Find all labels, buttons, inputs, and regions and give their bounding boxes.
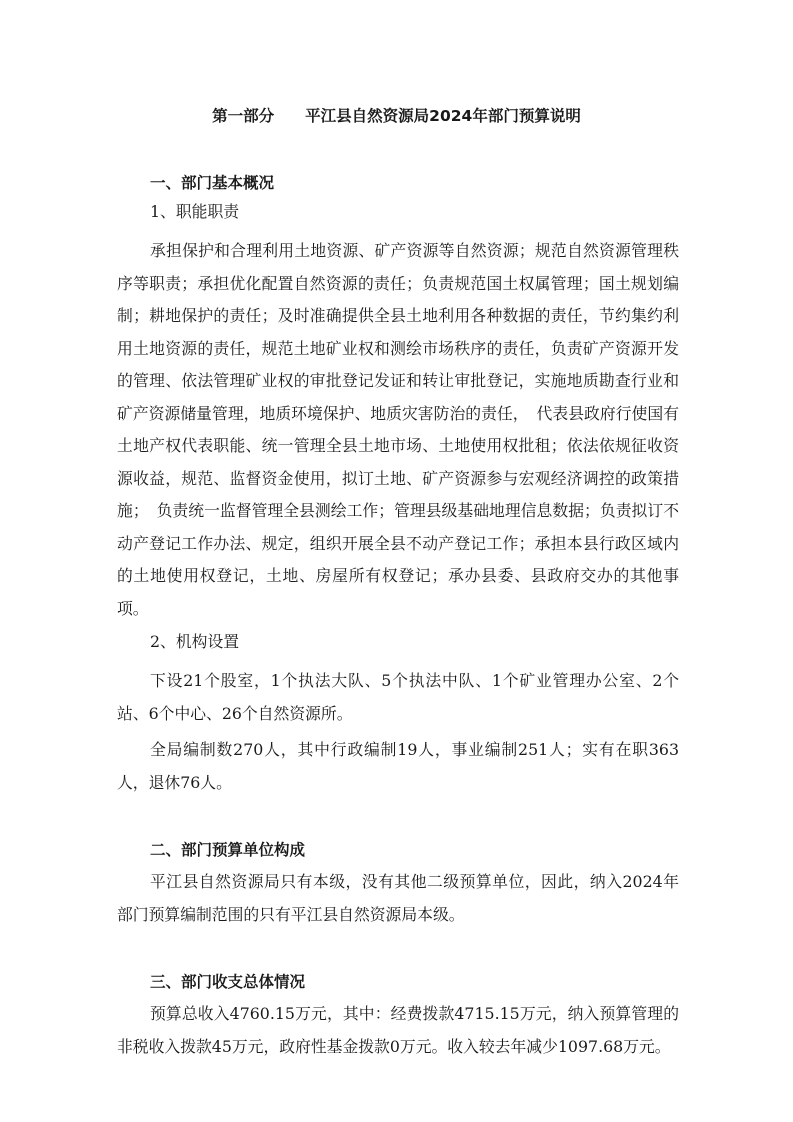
subheading-organization: 2、机构设置 <box>150 632 240 651</box>
paragraph-units: 平江县自然资源局只有本级，没有其他二级预算单位，因此，纳入2024年部门预算编制范围的只有平江县自然资源局本级。 <box>117 872 679 924</box>
section-heading-overview: 一、部门基本概况 <box>150 174 275 192</box>
paragraph-organization: 下设21个股室，1个执法大队、5个执法中队、1个矿业管理办公室、2个站、6个中心、26个自然资源所。 <box>117 671 679 723</box>
document-body <box>117 170 679 1067</box>
section-heading-units: 二、部门预算单位构成 <box>150 841 306 859</box>
page-title: 第一部分 平江县自然资源局2024年部门预算说明 <box>212 107 581 125</box>
subheading-duties: 1、职能职责 <box>150 202 240 221</box>
section-heading-budget: 三、部门收支总体情况 <box>150 973 306 991</box>
paragraph-staffing: 全局编制数270人，其中行政编制19人，事业编制251人；实有在职363人，退休76人。 <box>117 740 679 792</box>
paragraph-budget: 预算总收入4760.15万元，其中：经费拨款4715.15万元，纳入预算管理的非税收入拨款45万元，政府性基金拨款0万元。收入较去年减少1097.68万元。 <box>117 1004 679 1056</box>
paragraph-duties: 承担保护和合理利用土地资源、矿产资源等自然资源；规范自然资源管理秩序等职责；承担优化配置自然资源的责任；负责规范国土权属管理；国土规划编制；耕地保护的责任；及时准确提供全县土地利用各种数据的责任，节约集约利用土地资源的责任，规范土地矿业权和测绘市场秩序的责任，负责矿产资源开发的管理、依法管理矿业权的审批登记发证和转让审批登记，实施地质勘查行业和矿产资源储量管理，地质环境保护、地质灾害防治的责任， 代表县政府行使国有土地产权代表职能、统一管理全县土地市场、土地使用权批租；依法依规征收资源收益，规范、监督资金使用，拟订土地、矿产资源参与宏观经济调控的政策措施； 负责统一监督管理全县测绘工作；管理县级基础地理信息数据；负责拟订不动产登记工作办法、规定，组织开展全县不动产登记工作；承担本县行政区域内的土地使用权登记，土地、房屋所有权登记；承办县委、县政府交办的其他事项。 <box>117 241 679 618</box>
